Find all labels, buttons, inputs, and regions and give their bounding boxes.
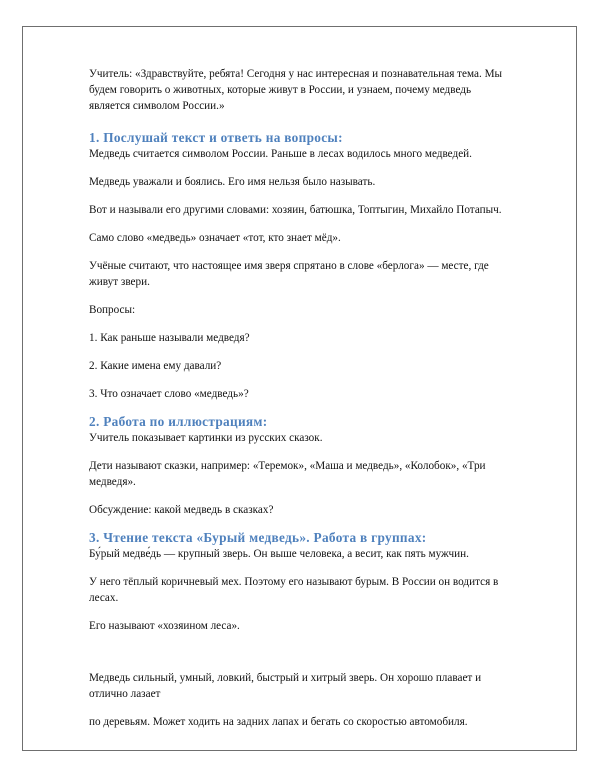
paragraph: Дети называют сказки, например: «Теремок», «Маша и медведь», «Колобок», «Три медведя». [89,460,486,488]
closing-paragraph: по деревьям. Может ходить на задних лапах и бегать со скоростью автомобиля. [89,716,468,728]
closing-paragraph: Медведь сильный, умный, ловкий, быстрый и хитрый зверь. Он хорошо плавает и отлично лазает [89,672,482,700]
paragraph: Обсуждение: какой медведь в сказках? [89,504,274,516]
question-item: 1. Как раньше называли медведя? [89,332,250,344]
question-item: 3. Что означает слово «медведь»? [89,388,249,400]
paragraph: Учёные считают, что настоящее имя зверя спрятано в слове «берлога» — месте, где живут звери. [89,260,489,288]
question-item: 2. Какие имена ему давали? [89,360,222,372]
intro-paragraph: Учитель: «Здравствуйте, ребята! Сегодня у нас интересная и познавательная тема. Мы будем говорить о животных, которые живут в России, и узнаем, почему медведь является символом России.» [89,68,503,112]
section-1-heading: 1. Послушай текст и ответь на вопросы: [89,130,343,145]
paragraph: Само слово «медведь» означает «тот, кто знает мёд». [89,232,341,244]
document-body [89,66,511,730]
paragraph: Медведь уважали и боялись. Его имя нельзя было называть. [89,176,376,188]
paragraph: Медведь считается символом России. Раньше в лесах водилось много медведей. [89,148,472,160]
paragraph: Его называют «хозяином леса». [89,620,240,632]
questions-label: Вопросы: [89,304,136,316]
paragraph: Вот и называли его другими словами: хозяин, батюшка, Топтыгин, Михайло Потапыч. [89,204,502,216]
paragraph: Бу́рый медве́дь — крупный зверь. Он выше человека, а весит, как пять мужчин. [89,548,469,560]
paragraph: У него тёплый коричневый мех. Поэтому его называют бурым. В России он водится в лесах. [89,576,499,604]
paragraph: Учитель показывает картинки из русских сказок. [89,432,323,444]
section-3-heading: 3. Чтение текста «Бурый медведь». Работа в группах: [89,530,427,545]
section-2-heading: 2. Работа по иллюстрациям: [89,414,268,429]
